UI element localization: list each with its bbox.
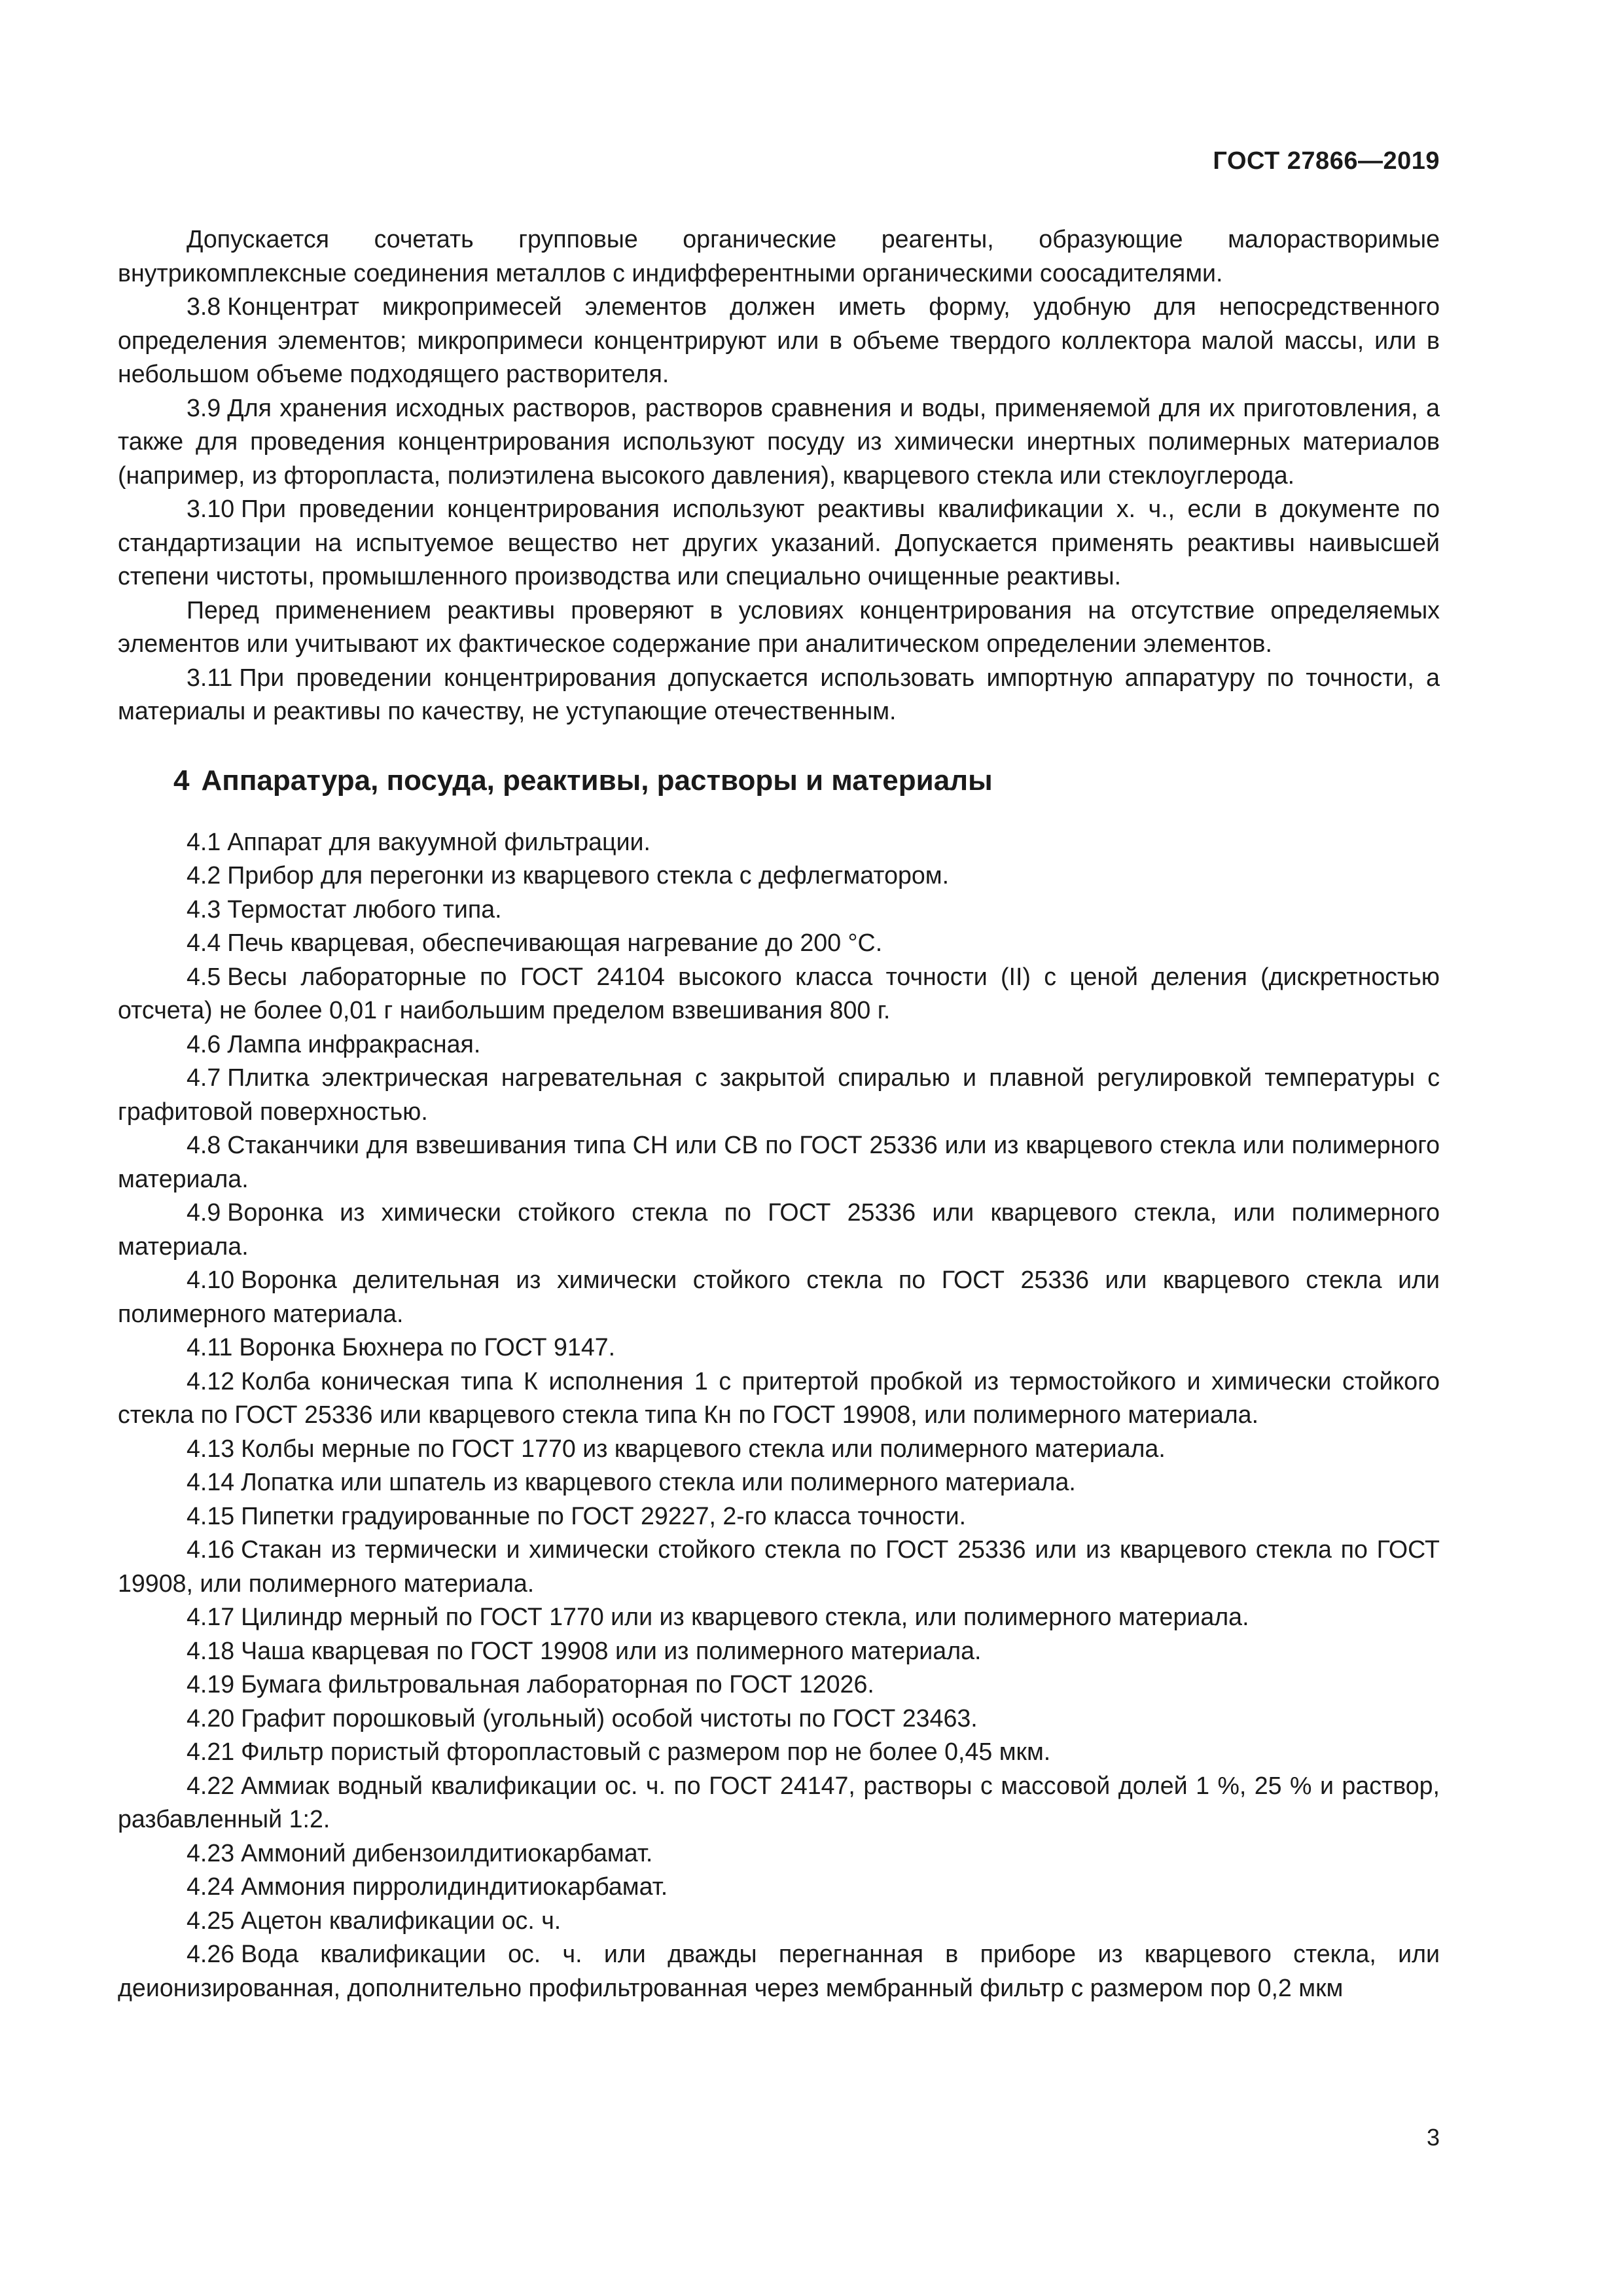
clause-text: Для хранения исходных растворов, растворов сравнения и воды, применяемой для их приготовления, а также для проведения концентрирования используют посуду из химически инертных полимерных материалов (например, из фторопласта, полиэтилена высокого давления), кварцевого стекла или стеклоуглерода. (118, 393, 1440, 489)
clause-number: 4.2 (187, 861, 221, 889)
clause-text: Чаша кварцевая по ГОСТ 19908 или из полимерного материала. (241, 1636, 982, 1664)
clause-text: Воронка Бюхнера по ГОСТ 9147. (239, 1333, 616, 1361)
clause-text: Воронка из химически стойкого стекла по ГОСТ 25336 или кварцевого стекла, или полимерного материала. (118, 1198, 1440, 1260)
clause-number: 4.22 (187, 1771, 235, 1799)
list-item (118, 1769, 1440, 1837)
clause-text: Лампа инфракрасная. (227, 1030, 481, 1058)
clause-text: Концентрат микропримесей элементов должен иметь форму, удобную для непосредственного определения элементов; микропримеси концентрируют или в объеме твердого коллектора малой массы, или в небольшом объеме подходящего растворителя. (118, 293, 1440, 387)
document-body (118, 223, 1440, 2005)
list-item (118, 1634, 1440, 1668)
clause-number: 4.13 (187, 1434, 235, 1462)
list-item (118, 1196, 1440, 1263)
paragraph (118, 290, 1440, 391)
clause-text: Колба коническая типа К исполнения 1 с притертой пробкой из термостойкого и химически стойкого стекла по ГОСТ 25336 или кварцевого стекла типа Кн по ГОСТ 19908, или полимерного материала. (118, 1367, 1440, 1428)
clause-text: Лопатка или шпатель из кварцевого стекла или полимерного материала. (241, 1468, 1076, 1496)
clause-text: Вода квалификации ос. ч. или дважды перегнанная в приборе из кварцевого стекла, или деионизированная, дополнительно профильтрованная через мембранный фильтр с размером пор 0,2 мкм (118, 1940, 1440, 2001)
clause-number: 4.21 (187, 1738, 235, 1765)
list-item (118, 1937, 1440, 2005)
clause-text: Весы лабораторные по ГОСТ 24104 высокого класса точности (II) с ценой деления (дискретностью отсчета) не более 0,01 г наибольшим пределом взвешивания 800 г. (118, 962, 1440, 1024)
equipment-list (118, 825, 1440, 2005)
clause-text: Воронка делительная из химически стойкого стекла по ГОСТ 25336 или кварцевого стекла или полимерного материала. (118, 1266, 1440, 1327)
section-title: Аппаратура, посуда, реактивы, растворы и материалы (201, 764, 993, 797)
paragraph (118, 594, 1440, 661)
paragraph (118, 661, 1440, 728)
intro-paragraphs (118, 223, 1440, 728)
clause-number: 3.10 (187, 495, 235, 522)
list-item (118, 1837, 1440, 1871)
clause-number: 4.1 (187, 827, 221, 855)
clause-number: 4.8 (187, 1131, 221, 1158)
clause-number: 3.8 (187, 293, 221, 320)
list-item (118, 1735, 1440, 1769)
list-item (118, 859, 1440, 893)
clause-number: 4.15 (187, 1501, 235, 1530)
list-item (118, 1702, 1440, 1736)
clause-text: Ацетон квалификации ос. ч. (241, 1906, 562, 1934)
clause-number: 3.11 (187, 663, 233, 691)
list-item (118, 1904, 1440, 1938)
clause-text: Цилиндр мерный по ГОСТ 1770 или из кварцевого стекла, или полимерного материала. (241, 1603, 1249, 1630)
paragraph (118, 391, 1440, 493)
clause-number: 4.26 (187, 1940, 235, 1967)
list-item (118, 1365, 1440, 1432)
list-item (118, 1600, 1440, 1634)
clause-text: Фильтр пористый фторопластовый с размером пор не более 0,45 мкм. (241, 1738, 1051, 1765)
clause-number: 4.6 (187, 1030, 221, 1058)
clause-number: 4.3 (187, 895, 221, 923)
clause-text: Аппарат для вакуумной фильтрации. (227, 827, 651, 855)
section-number: 4 (173, 764, 190, 797)
clause-number: 4.11 (187, 1333, 233, 1361)
standard-designation: ГОСТ 27866—2019 (1213, 147, 1440, 175)
list-item (118, 1465, 1440, 1499)
clause-text: Перед применением реактивы проверяют в условиях концентрирования на отсутствие определяемых элементов или учитывают их фактическое содержание при аналитическом определении элементов. (118, 596, 1440, 657)
list-item (118, 1263, 1440, 1331)
paragraph (118, 492, 1440, 594)
clause-text: Прибор для перегонки из кварцевого стекла с дефлегматором. (227, 861, 950, 889)
list-item (118, 825, 1440, 859)
clause-number: 4.18 (187, 1636, 235, 1664)
clause-number: 4.9 (187, 1198, 221, 1226)
clause-text: Аммония пирролидиндитиокарбамат. (241, 1873, 668, 1900)
page-number: 3 (1426, 2124, 1440, 2151)
clause-number: 4.10 (187, 1266, 235, 1293)
clause-text: Графит порошковый (угольный) особой чистоты по ГОСТ 23463. (241, 1704, 978, 1732)
clause-number: 4.20 (187, 1704, 235, 1732)
list-item (118, 1432, 1440, 1466)
clause-number: 4.19 (187, 1670, 235, 1698)
list-item (118, 1061, 1440, 1128)
clause-text: Бумага фильтровальная лабораторная по ГОСТ 12026. (241, 1670, 874, 1698)
clause-text: Плитка электрическая нагревательная с закрытой спиралью и плавной регулировкой температуры с графитовой поверхностью. (118, 1064, 1440, 1125)
list-item (118, 1668, 1440, 1702)
section-heading (118, 761, 1440, 800)
clause-text: Термостат любого типа. (227, 895, 502, 923)
clause-text: Стаканчики для взвешивания типа СН или СВ по ГОСТ 25336 или из кварцевого стекла или полимерного материала. (118, 1131, 1440, 1193)
list-item (118, 1331, 1440, 1365)
list-item (118, 893, 1440, 927)
clause-number: 4.17 (187, 1603, 235, 1630)
clause-text: При проведении концентрирования используют реактивы квалификации х. ч., если в документе по стандартизации на испытуемое вещество нет других указаний. Допускается применять реактивы наивысшей степени чистоты, промышленного производства или специально очищенные реактивы. (118, 495, 1440, 590)
paragraph (118, 223, 1440, 290)
clause-number: 4.23 (187, 1839, 235, 1867)
list-item (118, 1128, 1440, 1196)
list-item (118, 1499, 1440, 1534)
clause-text: Пипетки градуированные по ГОСТ 29227, 2-го класса точности. (241, 1501, 967, 1530)
clause-number: 4.7 (187, 1064, 221, 1091)
clause-number: 4.4 (187, 929, 221, 956)
list-item (118, 1028, 1440, 1062)
clause-text: Колбы мерные по ГОСТ 1770 из кварцевого стекла или полимерного материала. (241, 1434, 1166, 1462)
clause-number: 4.24 (187, 1873, 235, 1900)
list-item (118, 960, 1440, 1028)
list-item (118, 1533, 1440, 1600)
clause-text: Аммоний дибензоилдитиокарбамат. (241, 1839, 653, 1867)
clause-text: Стакан из термически и химически стойкого стекла по ГОСТ 25336 или из кварцевого стекла по ГОСТ 19908, или полимерного материала. (118, 1535, 1440, 1597)
clause-text: При проведении концентрирования допускается использовать импортную аппаратуру по точности, а материалы и реактивы по качеству, не уступающие отечественным. (118, 663, 1440, 725)
clause-text: Допускается сочетать групповые органические реагенты, образующие малорастворимые внутрикомплексные соединения металлов с индифферентными органическими соосадителями. (118, 225, 1440, 287)
clause-text: Аммиак водный квалификации ос. ч. по ГОСТ 24147, растворы с массовой долей 1 %, 25 % и раствор, разбавленный 1:2. (118, 1771, 1440, 1833)
clause-number: 4.5 (187, 962, 221, 990)
clause-number: 4.25 (187, 1906, 235, 1934)
clause-number: 4.16 (187, 1535, 235, 1563)
clause-text: Печь кварцевая, обеспечивающая нагревание до 200 °С. (227, 929, 883, 956)
clause-number: 3.9 (187, 393, 221, 422)
list-item (118, 1870, 1440, 1904)
clause-number: 4.12 (187, 1367, 235, 1395)
clause-number: 4.14 (187, 1468, 235, 1496)
list-item (118, 926, 1440, 960)
